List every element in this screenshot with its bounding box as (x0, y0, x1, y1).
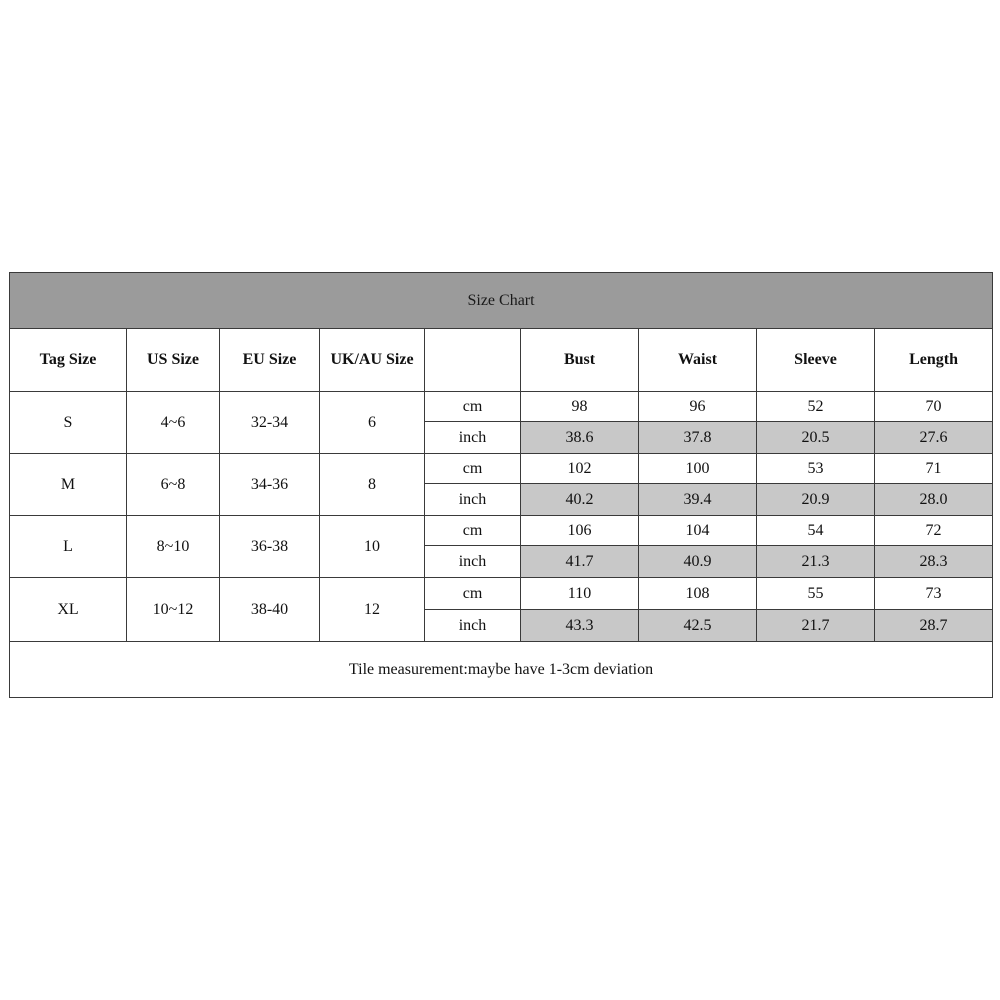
length-cm-cell: 72 (875, 516, 993, 546)
table-row (10, 578, 993, 610)
uk-au-size-cell: 12 (320, 578, 425, 642)
header-tag-size: Tag Size (10, 329, 127, 392)
waist-inch-cell: 42.5 (639, 610, 757, 642)
unit-cell-cm: cm (425, 516, 521, 546)
sleeve-cm-cell: 55 (757, 578, 875, 610)
table-row (10, 516, 993, 546)
uk-au-size-cell: 10 (320, 516, 425, 578)
table-row (10, 454, 993, 484)
unit-cell-cm: cm (425, 392, 521, 422)
unit-cell-cm: cm (425, 578, 521, 610)
measurement-note: Tile measurement:maybe have 1-3cm deviation (10, 642, 993, 698)
waist-inch-cell: 37.8 (639, 422, 757, 454)
header-uk-au-size: UK/AU Size (320, 329, 425, 392)
bust-cm-cell: 106 (521, 516, 639, 546)
length-inch-cell: 28.0 (875, 484, 993, 516)
unit-cell-inch: inch (425, 422, 521, 454)
bust-cm-cell: 98 (521, 392, 639, 422)
sleeve-inch-cell: 20.5 (757, 422, 875, 454)
waist-inch-cell: 39.4 (639, 484, 757, 516)
eu-size-cell: 38-40 (220, 578, 320, 642)
header-row (10, 329, 993, 392)
waist-cm-cell: 96 (639, 392, 757, 422)
header-length: Length (875, 329, 993, 392)
bust-cm-cell: 110 (521, 578, 639, 610)
length-cm-cell: 70 (875, 392, 993, 422)
waist-cm-cell: 100 (639, 454, 757, 484)
length-inch-cell: 28.7 (875, 610, 993, 642)
title-row (10, 273, 993, 329)
size-chart-table (9, 272, 993, 698)
us-size-cell: 4~6 (127, 392, 220, 454)
unit-cell-inch: inch (425, 546, 521, 578)
header-eu-size: EU Size (220, 329, 320, 392)
uk-au-size-cell: 6 (320, 392, 425, 454)
length-inch-cell: 28.3 (875, 546, 993, 578)
length-inch-cell: 27.6 (875, 422, 993, 454)
eu-size-cell: 32-34 (220, 392, 320, 454)
table-row (10, 392, 993, 422)
sleeve-inch-cell: 21.7 (757, 610, 875, 642)
bust-cm-cell: 102 (521, 454, 639, 484)
bust-inch-cell: 41.7 (521, 546, 639, 578)
eu-size-cell: 36-38 (220, 516, 320, 578)
unit-cell-inch: inch (425, 610, 521, 642)
eu-size-cell: 34-36 (220, 454, 320, 516)
sleeve-cm-cell: 54 (757, 516, 875, 546)
tag-size-cell: L (10, 516, 127, 578)
tag-size-cell: M (10, 454, 127, 516)
sleeve-inch-cell: 20.9 (757, 484, 875, 516)
us-size-cell: 10~12 (127, 578, 220, 642)
header-us-size: US Size (127, 329, 220, 392)
unit-cell-inch: inch (425, 484, 521, 516)
note-row (10, 642, 993, 698)
bust-inch-cell: 38.6 (521, 422, 639, 454)
tag-size-cell: S (10, 392, 127, 454)
bust-inch-cell: 40.2 (521, 484, 639, 516)
length-cm-cell: 71 (875, 454, 993, 484)
waist-cm-cell: 104 (639, 516, 757, 546)
header-waist: Waist (639, 329, 757, 392)
sleeve-inch-cell: 21.3 (757, 546, 875, 578)
chart-title: Size Chart (10, 273, 993, 329)
us-size-cell: 8~10 (127, 516, 220, 578)
header-unit (425, 329, 521, 392)
tag-size-cell: XL (10, 578, 127, 642)
sleeve-cm-cell: 52 (757, 392, 875, 422)
bust-inch-cell: 43.3 (521, 610, 639, 642)
waist-inch-cell: 40.9 (639, 546, 757, 578)
waist-cm-cell: 108 (639, 578, 757, 610)
us-size-cell: 6~8 (127, 454, 220, 516)
length-cm-cell: 73 (875, 578, 993, 610)
sleeve-cm-cell: 53 (757, 454, 875, 484)
header-sleeve: Sleeve (757, 329, 875, 392)
header-bust: Bust (521, 329, 639, 392)
uk-au-size-cell: 8 (320, 454, 425, 516)
unit-cell-cm: cm (425, 454, 521, 484)
